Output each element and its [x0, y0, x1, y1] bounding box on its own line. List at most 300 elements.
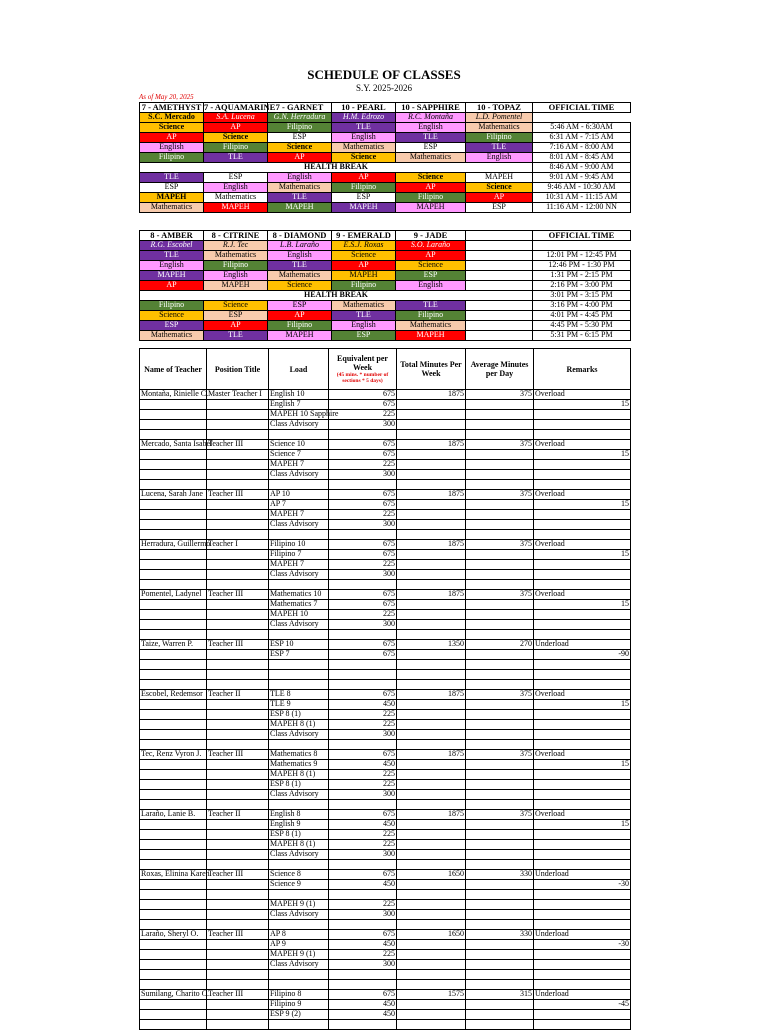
teacher-name [140, 760, 207, 770]
teacher-name [140, 800, 207, 810]
teacher-name [140, 500, 207, 510]
average-minutes-header: Average Minutes per Day [466, 349, 534, 390]
time-slot: 3:16 PM - 4:00 PM [533, 301, 631, 311]
remarks-cell [534, 700, 631, 710]
remarks-cell [534, 710, 631, 720]
subject-cell: English [140, 143, 204, 153]
variance-value: 15 [621, 399, 629, 408]
position-title [207, 400, 269, 410]
time-slot: 6:31 AM - 7:15 AM [533, 133, 631, 143]
table-row [140, 700, 631, 710]
position-title [207, 910, 269, 920]
load-subject [269, 800, 329, 810]
schedule-row [140, 281, 631, 291]
empty-cell [466, 321, 533, 331]
total-minutes [397, 780, 466, 790]
average-minutes [466, 600, 534, 610]
load-subject: Class Advisory [269, 620, 329, 630]
total-minutes [397, 860, 466, 870]
remarks-cell [534, 740, 631, 750]
equivalent-minutes [329, 630, 397, 640]
remarks-cell [534, 1010, 631, 1020]
schedule-row [140, 133, 631, 143]
section-header: 9 - JADE [396, 231, 466, 241]
remarks-cell [534, 920, 631, 930]
empty-cell [466, 301, 533, 311]
teacher-name: Herradura, Guillermo [141, 539, 211, 549]
load-subject: Mathematics 8 [269, 750, 329, 760]
load-subject [269, 480, 329, 490]
subject-cell: AP [268, 311, 332, 321]
subject-cell: Filipino [204, 143, 268, 153]
subject-cell: Mathematics [140, 203, 204, 213]
position-title [207, 900, 269, 910]
remarks-cell [534, 660, 631, 670]
total-minutes [397, 770, 466, 780]
load-subject: MAPEH 8 (1) [269, 770, 329, 780]
remarks-text: Overload [535, 439, 565, 449]
table-row [140, 500, 631, 510]
subject-cell: ESP [396, 271, 466, 281]
remarks-text: Underload [535, 989, 569, 999]
subject-cell: Filipino [268, 321, 332, 331]
remarks-cell [534, 530, 631, 540]
position-title [207, 580, 269, 590]
average-minutes [466, 790, 534, 800]
load-subject: TLE 9 [269, 700, 329, 710]
schedule-row [140, 173, 631, 183]
section-header: 7 - AMETHYST [140, 103, 204, 113]
table-row [140, 540, 631, 550]
total-minutes [397, 740, 466, 750]
remarks-cell [534, 1020, 631, 1030]
average-minutes [466, 700, 534, 710]
equivalent-minutes: 225 [329, 900, 397, 910]
average-minutes: 375 [466, 390, 534, 400]
teacher-name [140, 710, 207, 720]
equivalent-minutes: 675 [329, 640, 397, 650]
total-minutes: 1875 [397, 390, 466, 400]
position-title [207, 1020, 269, 1030]
average-minutes [466, 510, 534, 520]
table-row [140, 820, 631, 830]
equivalent-minutes [329, 890, 397, 900]
total-minutes: 1875 [397, 750, 466, 760]
equivalent-header [329, 349, 397, 390]
adviser-cell: L.D. Pomentel [466, 113, 533, 123]
section-header: 8 - AMBER [140, 231, 204, 241]
table-row [140, 890, 631, 900]
load-subject: Class Advisory [269, 470, 329, 480]
position-title [207, 650, 269, 660]
health-break-label: HEALTH BREAK [140, 163, 533, 173]
subject-cell: Filipino [332, 281, 396, 291]
variance-value: -90 [618, 649, 629, 658]
variance-value: 15 [621, 549, 629, 558]
subject-cell: MAPEH [140, 271, 204, 281]
subject-cell: TLE [396, 301, 466, 311]
remarks-cell [534, 620, 631, 630]
teacher-name [140, 470, 207, 480]
name-header: Name of Teacher [140, 349, 207, 390]
position-title [207, 700, 269, 710]
teacher-name: Lucena, Sarah Jane [140, 490, 207, 500]
subject-cell: ESP [396, 143, 466, 153]
equivalent-minutes: 675 [329, 650, 397, 660]
teacher-name [140, 570, 207, 580]
teacher-name [140, 850, 207, 860]
position-title [207, 960, 269, 970]
subject-cell: Science [204, 301, 268, 311]
subject-cell: TLE [268, 193, 332, 203]
remarks-cell [534, 640, 631, 650]
empty-cell [466, 251, 533, 261]
subject-cell: Mathematics [140, 331, 204, 341]
schedule-row [140, 153, 631, 163]
table-row [140, 880, 631, 890]
total-minutes [397, 820, 466, 830]
teacher-name [140, 730, 207, 740]
table-row [140, 750, 631, 760]
equivalent-minutes: 300 [329, 850, 397, 860]
equivalent-minutes: 675 [329, 490, 397, 500]
equivalent-minutes [329, 740, 397, 750]
average-minutes: 375 [466, 590, 534, 600]
average-minutes [466, 770, 534, 780]
average-minutes [466, 760, 534, 770]
table-row [140, 990, 631, 1000]
subject-cell: Science [396, 173, 466, 183]
total-minutes [397, 970, 466, 980]
variance-value: 15 [621, 449, 629, 458]
total-minutes [397, 720, 466, 730]
equivalent-minutes: 225 [329, 720, 397, 730]
subject-cell: English [268, 251, 332, 261]
teacher-name [140, 580, 207, 590]
schedule-row [140, 143, 631, 153]
time-slot: 8:01 AM - 8:45 AM [533, 153, 631, 163]
position-title [207, 530, 269, 540]
table-row [140, 480, 631, 490]
subject-cell: Science [396, 261, 466, 271]
remarks-cell [534, 670, 631, 680]
table-row [140, 390, 631, 400]
load-subject: English 9 [269, 820, 329, 830]
position-title [207, 890, 269, 900]
table-row [140, 1020, 631, 1030]
schedule-row [140, 193, 631, 203]
variance-value: 15 [621, 699, 629, 708]
position-header: Position Title [207, 349, 269, 390]
equivalent-minutes: 225 [329, 610, 397, 620]
total-minutes [397, 550, 466, 560]
load-subject: MAPEH 10 Sapphire [270, 409, 339, 419]
equivalent-note: (45 mins. * number of sections * 5 days) [336, 372, 389, 384]
table-row [140, 630, 631, 640]
average-minutes [466, 580, 534, 590]
subject-cell: TLE [268, 261, 332, 271]
remarks-text: Underload [535, 929, 569, 939]
equivalent-minutes [329, 670, 397, 680]
subject-cell: TLE [204, 331, 268, 341]
total-minutes [397, 950, 466, 960]
equivalent-minutes: 225 [329, 780, 397, 790]
adviser-cell: R.C. Montaña [396, 113, 466, 123]
total-minutes: 1875 [397, 590, 466, 600]
equivalent-minutes: 450 [329, 1000, 397, 1010]
official-time-header: OFFICIAL TIME [533, 103, 631, 113]
total-minutes [397, 630, 466, 640]
position-title: Teacher I [207, 540, 269, 550]
load-subject: TLE 8 [269, 690, 329, 700]
total-minutes-header: Total Minutes Per Week [397, 349, 466, 390]
table-row [140, 440, 631, 450]
equivalent-minutes [329, 580, 397, 590]
remarks-cell [534, 910, 631, 920]
load-subject: Science 7 [269, 450, 329, 460]
table-row [140, 600, 631, 610]
teacher-name [140, 890, 207, 900]
remarks-cell [534, 750, 631, 760]
time-slot: 5:46 AM - 6:30AM [533, 123, 631, 133]
position-title [207, 820, 269, 830]
table-row [140, 770, 631, 780]
teacher-name [140, 960, 207, 970]
table-row [140, 810, 631, 820]
adviser-cell: R.G. Escobel [140, 241, 204, 251]
average-minutes [466, 950, 534, 960]
remarks-cell [534, 500, 631, 510]
table-row [140, 410, 631, 420]
equivalent-minutes: 675 [329, 590, 397, 600]
table-row [140, 680, 631, 690]
equivalent-minutes [329, 980, 397, 990]
equivalent-minutes: 225 [329, 410, 397, 420]
table-row [140, 640, 631, 650]
equivalent-minutes: 225 [329, 710, 397, 720]
subject-cell: Science [140, 123, 204, 133]
equivalent-minutes: 675 [329, 870, 397, 880]
table-row [140, 620, 631, 630]
subject-cell: ESP [140, 183, 204, 193]
remarks-cell [534, 490, 631, 500]
position-title: Teacher III [207, 930, 269, 940]
position-title: Teacher III [207, 750, 269, 760]
average-minutes [466, 880, 534, 890]
average-minutes: 375 [466, 540, 534, 550]
remarks-text: Underload [535, 639, 569, 649]
total-minutes [397, 940, 466, 950]
section-header: 7 - GARNET [268, 103, 332, 113]
remarks-cell [534, 880, 631, 890]
equivalent-minutes: 300 [329, 570, 397, 580]
table-row [140, 970, 631, 980]
position-title [207, 720, 269, 730]
equivalent-minutes [329, 920, 397, 930]
load-subject: ESP 10 [269, 640, 329, 650]
school-year: S.Y. 2025-2026 [355, 83, 413, 93]
subject-cell: MAPEH [204, 203, 268, 213]
remarks-cell [534, 570, 631, 580]
position-title [207, 920, 269, 930]
subject-cell: ESP [466, 203, 533, 213]
table-row [140, 530, 631, 540]
subject-cell: Filipino [204, 261, 268, 271]
position-title [207, 830, 269, 840]
health-break-label: HEALTH BREAK [140, 291, 533, 301]
subject-cell: MAPEH [466, 173, 533, 183]
total-minutes [397, 500, 466, 510]
total-minutes [397, 480, 466, 490]
equivalent-minutes [329, 430, 397, 440]
average-minutes [466, 400, 534, 410]
variance-value: -45 [618, 999, 629, 1008]
teacher-name [140, 790, 207, 800]
remarks-cell [534, 840, 631, 850]
teacher-name: Taize, Warren P. [140, 640, 207, 650]
schedule-row [140, 311, 631, 321]
load-subject: English 7 [269, 400, 329, 410]
teacher-name [140, 940, 207, 950]
subject-cell: AP [396, 251, 466, 261]
table-row [140, 790, 631, 800]
position-title: Teacher III [207, 590, 269, 600]
time-slot: 10:31 AM - 11:15 AM [533, 193, 631, 203]
total-minutes: 1650 [397, 870, 466, 880]
schedule-row [140, 251, 631, 261]
position-title [207, 670, 269, 680]
teacher-name [140, 630, 207, 640]
position-title: Teacher III [207, 990, 269, 1000]
remarks-text: Overload [535, 539, 565, 549]
equivalent-minutes: 225 [329, 830, 397, 840]
empty-cell [466, 331, 533, 341]
load-subject: Mathematics 7 [269, 600, 329, 610]
load-subject: Class Advisory [269, 790, 329, 800]
time-slot: 9:01 AM - 9:45 AM [533, 173, 631, 183]
average-minutes [466, 900, 534, 910]
remarks-cell [534, 470, 631, 480]
section-header: 10 - TOPAZ [466, 103, 533, 113]
subject-cell: TLE [204, 153, 268, 163]
teacher-name: Mercado, Santa Isabel [141, 439, 213, 449]
teacher-name [140, 950, 207, 960]
total-minutes [397, 560, 466, 570]
equivalent-minutes: 300 [329, 960, 397, 970]
empty-cell [466, 281, 533, 291]
subject-cell: Mathematics [204, 193, 268, 203]
total-minutes [397, 420, 466, 430]
remarks-cell [534, 720, 631, 730]
subject-cell: TLE [332, 123, 396, 133]
average-minutes [466, 460, 534, 470]
load-subject: English 10 [269, 390, 329, 400]
remarks-cell [534, 630, 631, 640]
teacher-name [140, 1010, 207, 1020]
average-minutes: 375 [466, 750, 534, 760]
remarks-cell [534, 610, 631, 620]
position-title [207, 980, 269, 990]
subject-cell: TLE [140, 251, 204, 261]
table-row [140, 850, 631, 860]
teacher-name [140, 780, 207, 790]
teacher-name [140, 840, 207, 850]
subject-cell: AP [396, 183, 466, 193]
teacher-name [140, 920, 207, 930]
remarks-header: Remarks [534, 349, 631, 390]
position-title: Teacher II [207, 690, 269, 700]
load-subject [269, 630, 329, 640]
remarks-cell [534, 450, 631, 460]
total-minutes [397, 790, 466, 800]
table-row [140, 400, 631, 410]
load-subject: Filipino 8 [269, 990, 329, 1000]
total-minutes: 1650 [397, 930, 466, 940]
position-title [207, 850, 269, 860]
as-of-date: As of May 20, 2025 [139, 93, 194, 101]
total-minutes [397, 610, 466, 620]
teacher-name [140, 700, 207, 710]
position-title [207, 1010, 269, 1020]
remarks-cell [534, 930, 631, 940]
remarks-cell [534, 760, 631, 770]
average-minutes [466, 430, 534, 440]
load-subject [269, 530, 329, 540]
subject-cell: Science [268, 143, 332, 153]
subject-cell: MAPEH [396, 331, 466, 341]
equivalent-minutes: 300 [329, 420, 397, 430]
load-subject: MAPEH 9 (1) [269, 950, 329, 960]
equivalent-minutes: 300 [329, 730, 397, 740]
remarks-cell [534, 590, 631, 600]
variance-value: 15 [621, 759, 629, 768]
page-title: SCHEDULE OF CLASSES [307, 67, 461, 82]
teacher-name [140, 460, 207, 470]
section-header: 10 - SAPPHIRE [396, 103, 466, 113]
position-title [207, 420, 269, 430]
subject-cell: Science [268, 281, 332, 291]
teacher-name [140, 910, 207, 920]
table-row [140, 930, 631, 940]
average-minutes [466, 710, 534, 720]
average-minutes [466, 910, 534, 920]
total-minutes [397, 520, 466, 530]
equivalent-minutes: 675 [329, 400, 397, 410]
time-slot: 7:16 AM - 8:00 AM [533, 143, 631, 153]
teacher-name [140, 450, 207, 460]
schedule-row [140, 123, 631, 133]
subject-cell: Science [466, 183, 533, 193]
position-title [207, 730, 269, 740]
total-minutes [397, 830, 466, 840]
total-minutes: 1575 [397, 990, 466, 1000]
subject-cell: TLE [332, 311, 396, 321]
remarks-cell [534, 800, 631, 810]
position-title [207, 940, 269, 950]
position-title [207, 430, 269, 440]
subject-cell: English [332, 133, 396, 143]
remarks-text: Overload [535, 489, 565, 499]
remarks-cell [534, 960, 631, 970]
position-title [207, 500, 269, 510]
load-subject: Mathematics 9 [269, 760, 329, 770]
table-row [140, 490, 631, 500]
average-minutes [466, 650, 534, 660]
average-minutes [466, 410, 534, 420]
total-minutes [397, 960, 466, 970]
equivalent-label: Equivalent per Week [337, 354, 388, 372]
remarks-cell [534, 690, 631, 700]
